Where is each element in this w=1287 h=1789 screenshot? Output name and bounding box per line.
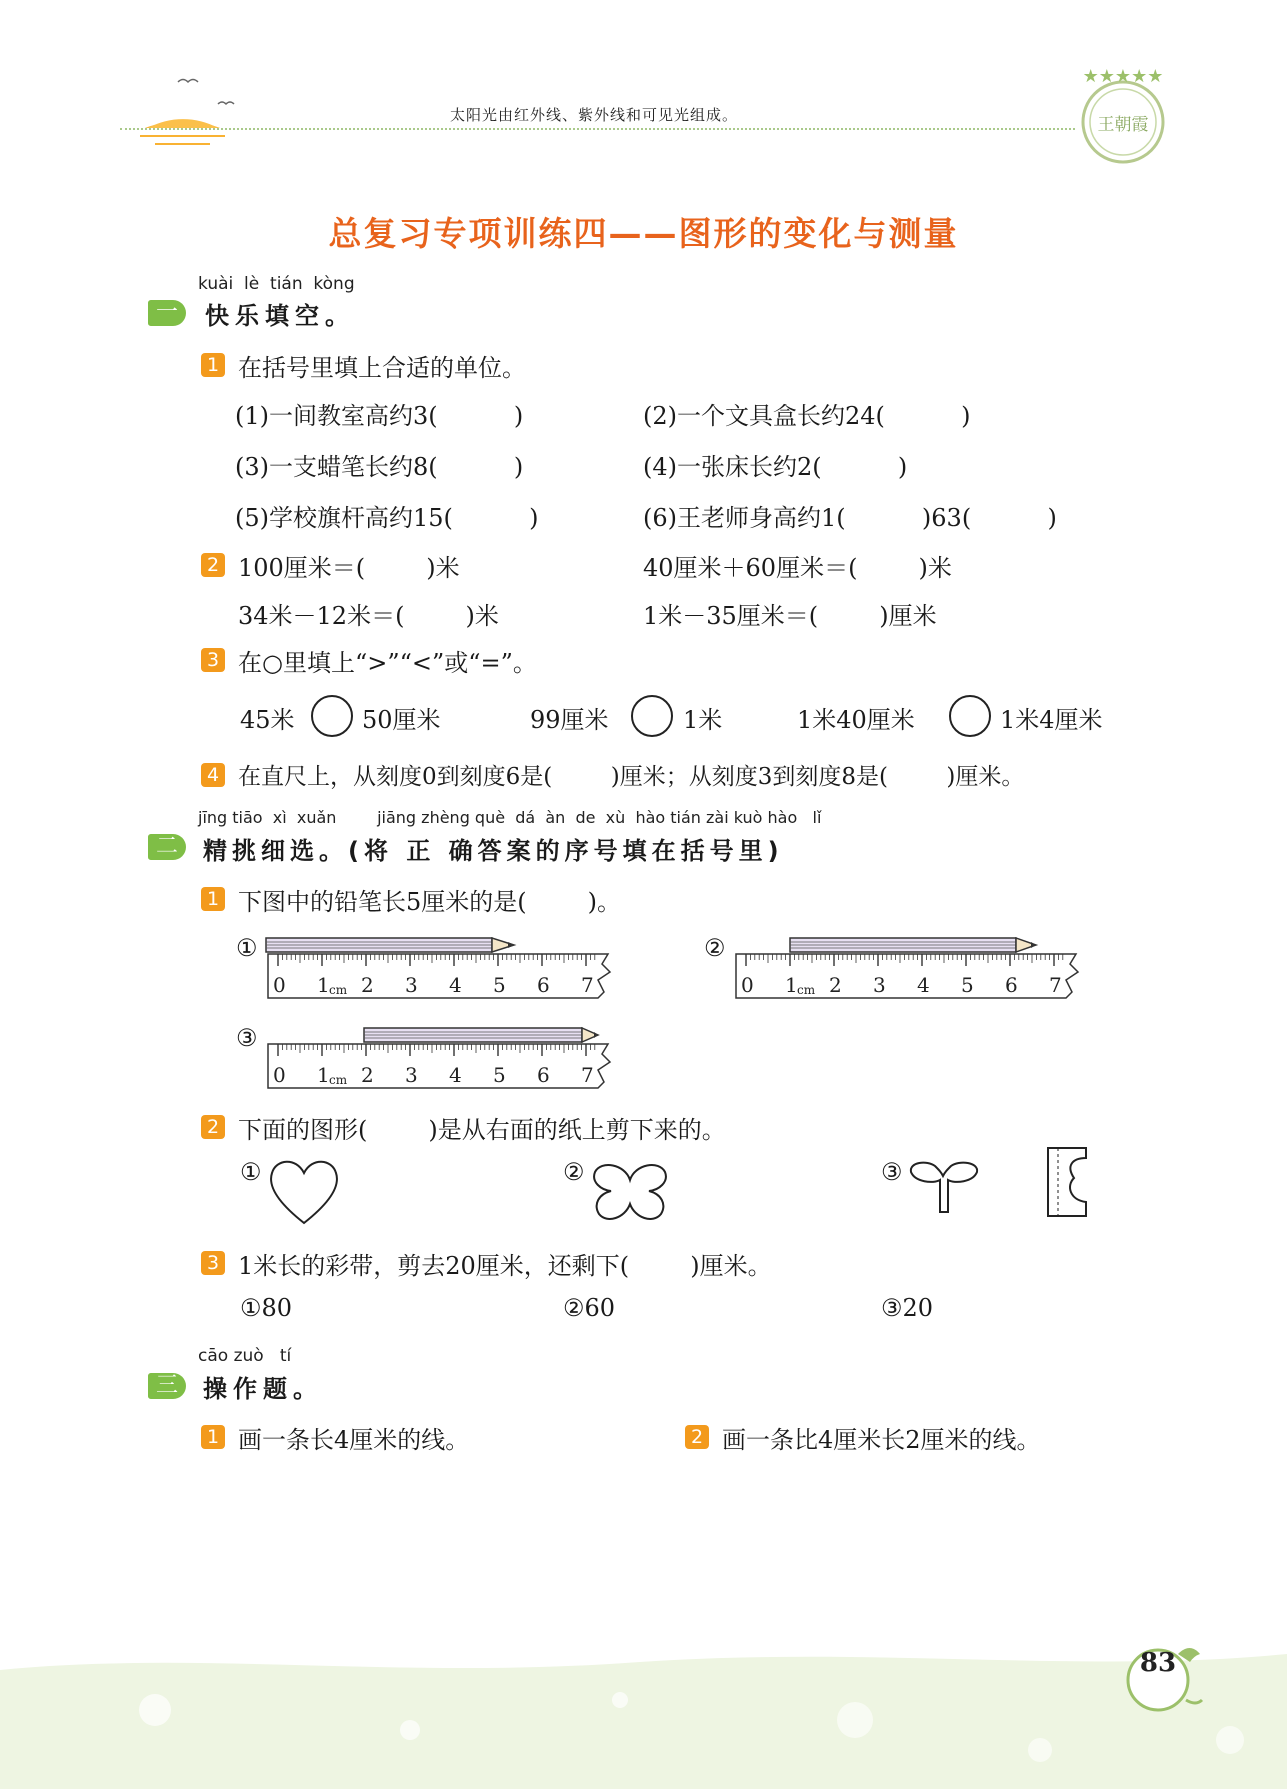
comparison-circle[interactable] — [311, 695, 353, 737]
ruler-tick-label: 3 — [405, 1063, 418, 1087]
fill-blank-item: (4)一张床长约2( ) — [643, 453, 908, 481]
pencil-icon — [790, 938, 1036, 952]
fill-blank-item: (1)一间教室高约3( ) — [235, 402, 524, 430]
question-number: 1 — [201, 887, 225, 911]
section-3-badge: 三 — [148, 1373, 186, 1399]
ruler-tick-label: 3 — [873, 973, 886, 997]
folded-paper-figure — [1044, 1144, 1090, 1220]
sun-icon — [140, 80, 234, 145]
question-number: 2 — [685, 1425, 709, 1449]
page-number: 83 — [1139, 1648, 1177, 1678]
ruler-tick-label: 3 — [405, 973, 418, 997]
section-1-pinyin: kuài lè tián kòng — [198, 274, 355, 294]
fill-blank-item: (6)王老师身高约1( )63( ) — [643, 504, 1057, 532]
fill-blank-item: 100厘米＝( )米 — [238, 554, 460, 582]
question-prompt: 画一条比4厘米长2厘米的线。 — [722, 1426, 1041, 1454]
logo-seal-icon — [1083, 66, 1164, 162]
ruler-tick-label: 6 — [537, 1063, 550, 1087]
ruler-tick-label: 0 — [741, 973, 754, 997]
option-label[interactable]: ③20 — [881, 1294, 934, 1322]
fill-blank-item: (3)一支蜡笔长约8( ) — [235, 453, 524, 481]
ruler-tick-label: 1 — [785, 973, 798, 997]
question-prompt: 在直尺上，从刻度0到刻度6是( )厘米；从刻度3到刻度8是( )厘米。 — [238, 764, 1025, 790]
fill-blank-item: (2)一个文具盒长约24( ) — [643, 402, 971, 430]
fill-blank-item: 40厘米＋60厘米＝( )米 — [643, 554, 952, 582]
option-label: ② — [704, 934, 726, 962]
ruler-tick-label: 2 — [361, 973, 374, 997]
question-prompt: 在括号里填上合适的单位。 — [238, 354, 526, 382]
page-title: 总复习专项训练四——图形的变化与测量 — [328, 214, 959, 253]
question-number: 3 — [201, 1251, 225, 1275]
svg-text:王朝霞: 王朝霞 — [1097, 115, 1149, 135]
comparison-right: 50厘米 — [362, 706, 441, 734]
header-divider — [120, 128, 1075, 130]
section-2-title: 精挑细选。(将 正 确答案的序号填在括号里) — [203, 837, 784, 865]
question-prompt: 下图中的铅笔长5厘米的是( )。 — [238, 888, 622, 916]
ruler-unit-label: cm — [329, 1073, 348, 1087]
comparison-right: 1米 — [683, 706, 723, 734]
question-number: 1 — [201, 1425, 225, 1449]
comparison-right: 1米4厘米 — [1000, 706, 1103, 734]
fill-blank-item: 34米－12米＝( )米 — [238, 602, 499, 630]
ruler-tick-label: 4 — [449, 1063, 462, 1087]
fill-blank-item: (5)学校旗杆高约15( ) — [235, 504, 539, 532]
section-2-badge: 二 — [148, 834, 186, 860]
question-number: 2 — [201, 1115, 225, 1139]
section-2-pinyin: jīng tiāo xì xuǎn jiāng zhèng què dá àn de xù hào tián zài kuò hào lǐ — [198, 808, 822, 827]
option-label[interactable]: ①80 — [240, 1294, 293, 1322]
comparison-left: 45米 — [240, 706, 295, 734]
ruler-tick-label: 6 — [1005, 973, 1018, 997]
ruler-tick-label: 5 — [493, 1063, 506, 1087]
ruler-tick-label: 1 — [317, 973, 330, 997]
comparison-circle[interactable] — [949, 695, 991, 737]
option-label[interactable]: ②60 — [563, 1294, 616, 1322]
ruler-tick-label: 1 — [317, 1063, 330, 1087]
sprout-shape-option[interactable] — [907, 1158, 983, 1214]
section-3-title: 操作题。 — [203, 1375, 323, 1403]
ruler-option-1[interactable] — [232, 930, 612, 1002]
question-number: 2 — [201, 553, 225, 577]
pencil-icon — [266, 938, 514, 952]
ruler-tick-label: 0 — [273, 973, 286, 997]
ruler-tick-label: 2 — [829, 973, 842, 997]
ruler-tick-label: 4 — [917, 973, 930, 997]
ruler-tick-label: 0 — [273, 1063, 286, 1087]
ruler-unit-label: cm — [329, 983, 348, 997]
page-footer-decoration — [0, 1640, 1287, 1789]
section-1-badge: 一 — [148, 300, 186, 326]
option-label: ③ — [881, 1158, 903, 1186]
question-number: 1 — [201, 353, 225, 377]
fill-blank-item: 1米－35厘米＝( )厘米 — [643, 602, 937, 630]
comparison-left: 99厘米 — [530, 706, 609, 734]
ruler-tick-label: 6 — [537, 973, 550, 997]
heart-shape-option[interactable] — [266, 1155, 342, 1227]
option-label: ① — [240, 1158, 262, 1186]
pencil-icon — [364, 1028, 598, 1042]
svg-text:★★★★★: ★★★★★ — [1082, 66, 1164, 87]
page-header-decoration — [0, 0, 1287, 170]
question-number: 3 — [201, 648, 225, 672]
ruler-tick-label: 5 — [493, 973, 506, 997]
ruler-option-2[interactable] — [700, 930, 1080, 1002]
question-prompt: 在○里填上“>”“<”或“=”。 — [238, 649, 537, 677]
option-label: ① — [236, 934, 258, 962]
option-label: ② — [563, 1158, 585, 1186]
question-prompt: 下面的图形( )是从右面的纸上剪下来的。 — [238, 1116, 726, 1144]
ruler-tick-label: 7 — [581, 973, 594, 997]
comparison-circle[interactable] — [631, 695, 673, 737]
ruler-tick-label: 2 — [361, 1063, 374, 1087]
ruler-tick-label: 7 — [1049, 973, 1062, 997]
ruler-tick-label: 5 — [961, 973, 974, 997]
question-prompt: 画一条长4厘米的线。 — [238, 1426, 470, 1454]
question-number: 4 — [201, 763, 225, 787]
option-label: ③ — [236, 1024, 258, 1052]
ruler-tick-label: 4 — [449, 973, 462, 997]
section-1-title: 快乐填空。 — [205, 302, 355, 330]
comparison-left: 1米40厘米 — [797, 706, 915, 734]
question-prompt: 1米长的彩带，剪去20厘米，还剩下( )厘米。 — [238, 1252, 772, 1280]
ruler-tick-label: 7 — [581, 1063, 594, 1087]
butterfly-shape-option[interactable] — [589, 1158, 671, 1224]
header-fact-text: 太阳光由红外线、紫外线和可见光组成。 — [450, 106, 739, 124]
section-3-pinyin: cāo zuò tí — [198, 1346, 292, 1366]
ruler-option-3[interactable] — [232, 1020, 612, 1092]
ruler-unit-label: cm — [797, 983, 816, 997]
